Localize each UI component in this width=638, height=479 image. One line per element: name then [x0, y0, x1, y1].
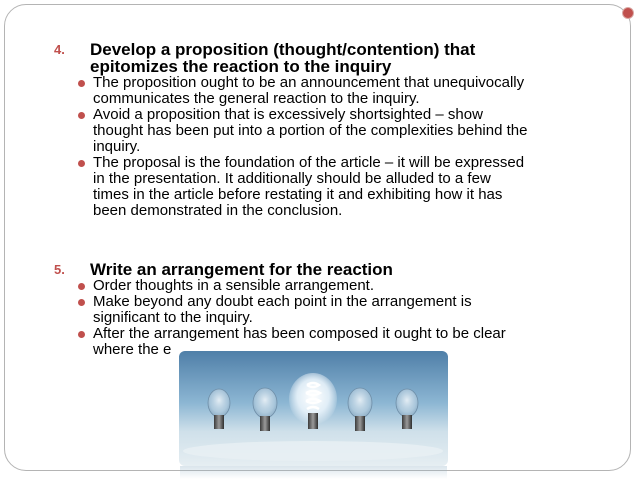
light-bulbs-photo [179, 351, 448, 466]
section-title [90, 261, 594, 278]
bullet-line: in the presentation. It additionally should be alluded to a few [93, 170, 491, 187]
bullet-line: been demonstrated in the conclusion. [93, 202, 343, 219]
bulb-lit [289, 373, 337, 429]
bullet-dot-icon [78, 112, 85, 119]
section-number: 5. [54, 262, 65, 277]
bulb-1 [208, 389, 230, 429]
section-heading [54, 41, 594, 75]
bullet-line: The proposal is the foundation of the article – it will be expressed [93, 154, 525, 171]
section-title-line: Write an arrangement for the reaction [90, 260, 393, 279]
bullet-line: significant to the inquiry. [93, 309, 253, 326]
bullet-line: inquiry. [93, 138, 141, 155]
bullet-line: The proposition ought to be an announcement that unequivocally [93, 74, 525, 91]
section-title-line: epitomizes the reaction to the inquiry [90, 57, 392, 76]
bullet-dot-icon [78, 331, 85, 338]
bulb-5 [396, 389, 418, 429]
bullet-line: communicates the general reaction to the inquiry. [93, 90, 420, 107]
bullet-item [54, 294, 594, 326]
bullet-item [54, 278, 594, 294]
photo-reflection [180, 466, 447, 479]
light-bulbs-icon [179, 351, 448, 466]
bullet-line: Make beyond any doubt each point in the arrangement is [93, 293, 472, 310]
bullet-dot-icon [78, 80, 85, 87]
slide-corner-dot [622, 7, 634, 19]
bullet-line: Avoid a proposition that is excessively shortsighted – show [93, 106, 483, 123]
section-heading [54, 261, 594, 278]
section-5 [54, 261, 594, 358]
section-title-line: Develop a proposition (thought/contention) that [90, 40, 476, 59]
bullet-dot-icon [78, 283, 85, 290]
bullet-line: where the e [93, 341, 172, 358]
bullet-line: Order thoughts in a sensible arrangement. [93, 277, 374, 294]
bullet-item [54, 75, 594, 107]
bullet-dot-icon [78, 160, 85, 167]
bullet-line: After the arrangement has been composed it ought to be clear [93, 325, 506, 342]
bullet-item [54, 107, 594, 155]
bulb-2 [253, 388, 277, 431]
bullet-item [54, 155, 594, 219]
bullet-dot-icon [78, 299, 85, 306]
section-title [90, 41, 594, 75]
bullet-list [54, 278, 594, 358]
section-4 [54, 41, 594, 219]
bullet-line: times in the article before restating it and exhibiting how it has [93, 186, 503, 203]
bulb-4 [348, 388, 372, 431]
section-number: 4. [54, 42, 65, 57]
bullet-line: thought has been put into a portion of the complexities behind the [93, 122, 528, 139]
bullet-list [54, 75, 594, 219]
